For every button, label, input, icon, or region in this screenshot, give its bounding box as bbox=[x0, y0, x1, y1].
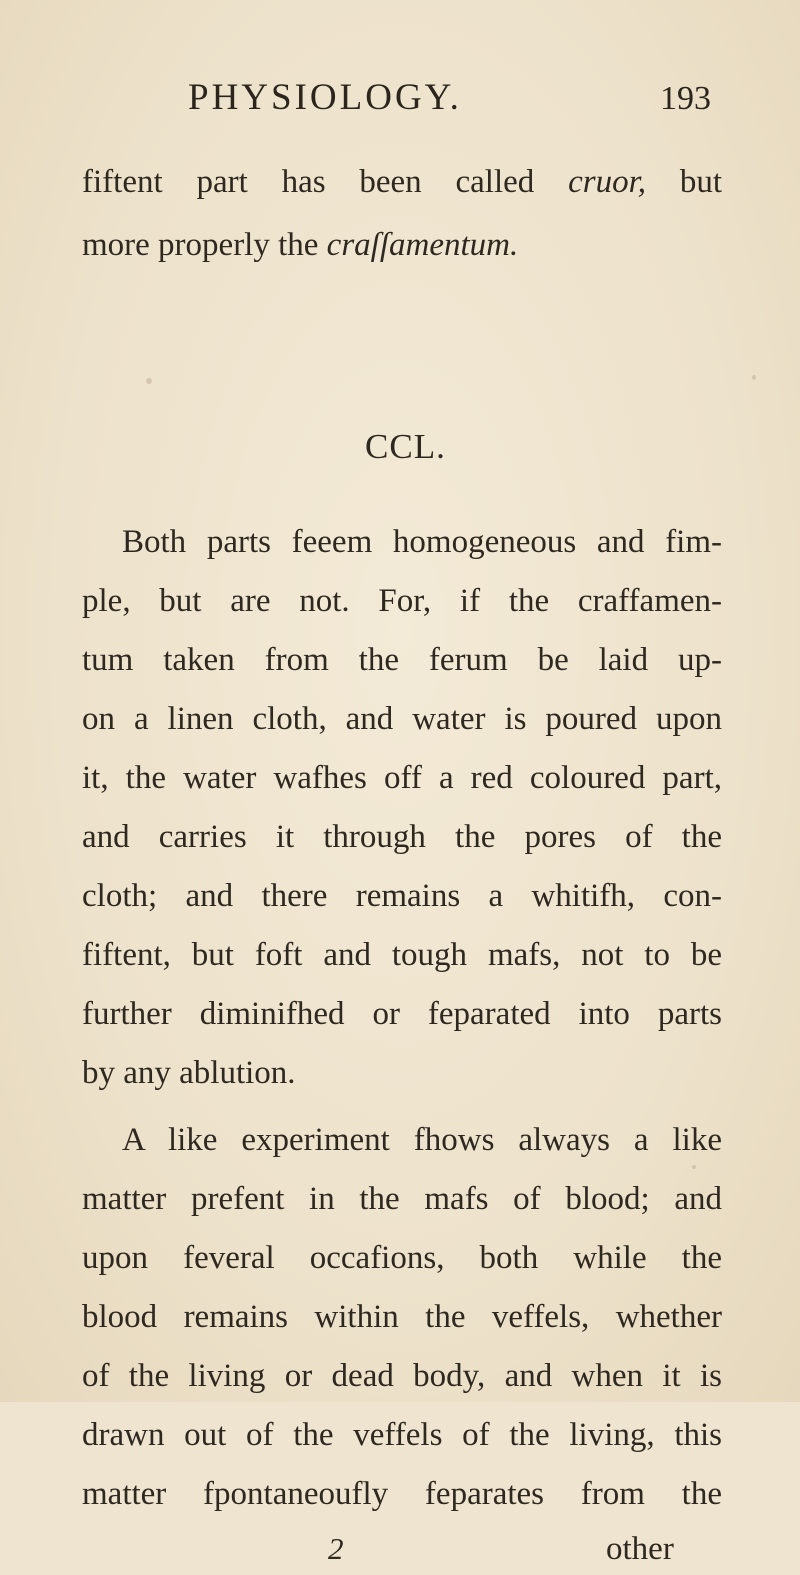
paper-speck bbox=[752, 375, 756, 380]
section-title: CCL. bbox=[365, 427, 446, 466]
paragraph-line: matter fpontaneoufly feparates from the bbox=[82, 1476, 722, 1512]
paragraph-line: by any ablution. bbox=[82, 1055, 296, 1091]
page-footer bbox=[0, 1531, 800, 1575]
paragraph-line: on a linen cloth, and water is poured upon bbox=[82, 701, 722, 737]
page-number: 193 bbox=[660, 80, 711, 117]
page-header bbox=[0, 70, 800, 130]
text-line: more properly the craſſamentum. bbox=[82, 227, 519, 263]
paper-speck bbox=[692, 1165, 696, 1169]
running-head: PHYSIOLOGY. bbox=[188, 77, 462, 118]
paragraph-line: A like experiment fhows always a like bbox=[122, 1122, 722, 1158]
paragraph-line: fiftent, but foft and tough mafs, not to be bbox=[82, 937, 722, 973]
text-line: fiftent part has been called cruor, but bbox=[82, 164, 722, 200]
paragraph-line: drawn out of the veffels of the living, this bbox=[82, 1417, 722, 1453]
paragraph-line: further diminifhed or feparated into parts bbox=[82, 996, 722, 1032]
paragraph-line: ple, but are not. For, if the craffamen- bbox=[82, 583, 722, 619]
paragraph-line: and carries it through the pores of the bbox=[82, 819, 722, 855]
paragraph-line: it, the water wafhes off a red coloured part, bbox=[82, 760, 722, 796]
paragraph-line: of the living or dead body, and when it is bbox=[82, 1358, 722, 1394]
paragraph-line: upon feveral occafions, both while the bbox=[82, 1240, 722, 1276]
paragraph-line: blood remains within the veffels, whether bbox=[82, 1299, 722, 1335]
paragraph-line: cloth; and there remains a whitifh, con- bbox=[82, 878, 722, 914]
paragraph-line: matter prefent in the mafs of blood; and bbox=[82, 1181, 722, 1217]
paragraph-line: tum taken from the ferum be laid up- bbox=[82, 642, 722, 678]
paper-speck bbox=[146, 378, 152, 384]
catchword: other bbox=[606, 1531, 674, 1567]
paragraph-line: Both parts feeem homogeneous and fim- bbox=[122, 524, 722, 560]
signature-mark: 2 bbox=[328, 1531, 344, 1566]
